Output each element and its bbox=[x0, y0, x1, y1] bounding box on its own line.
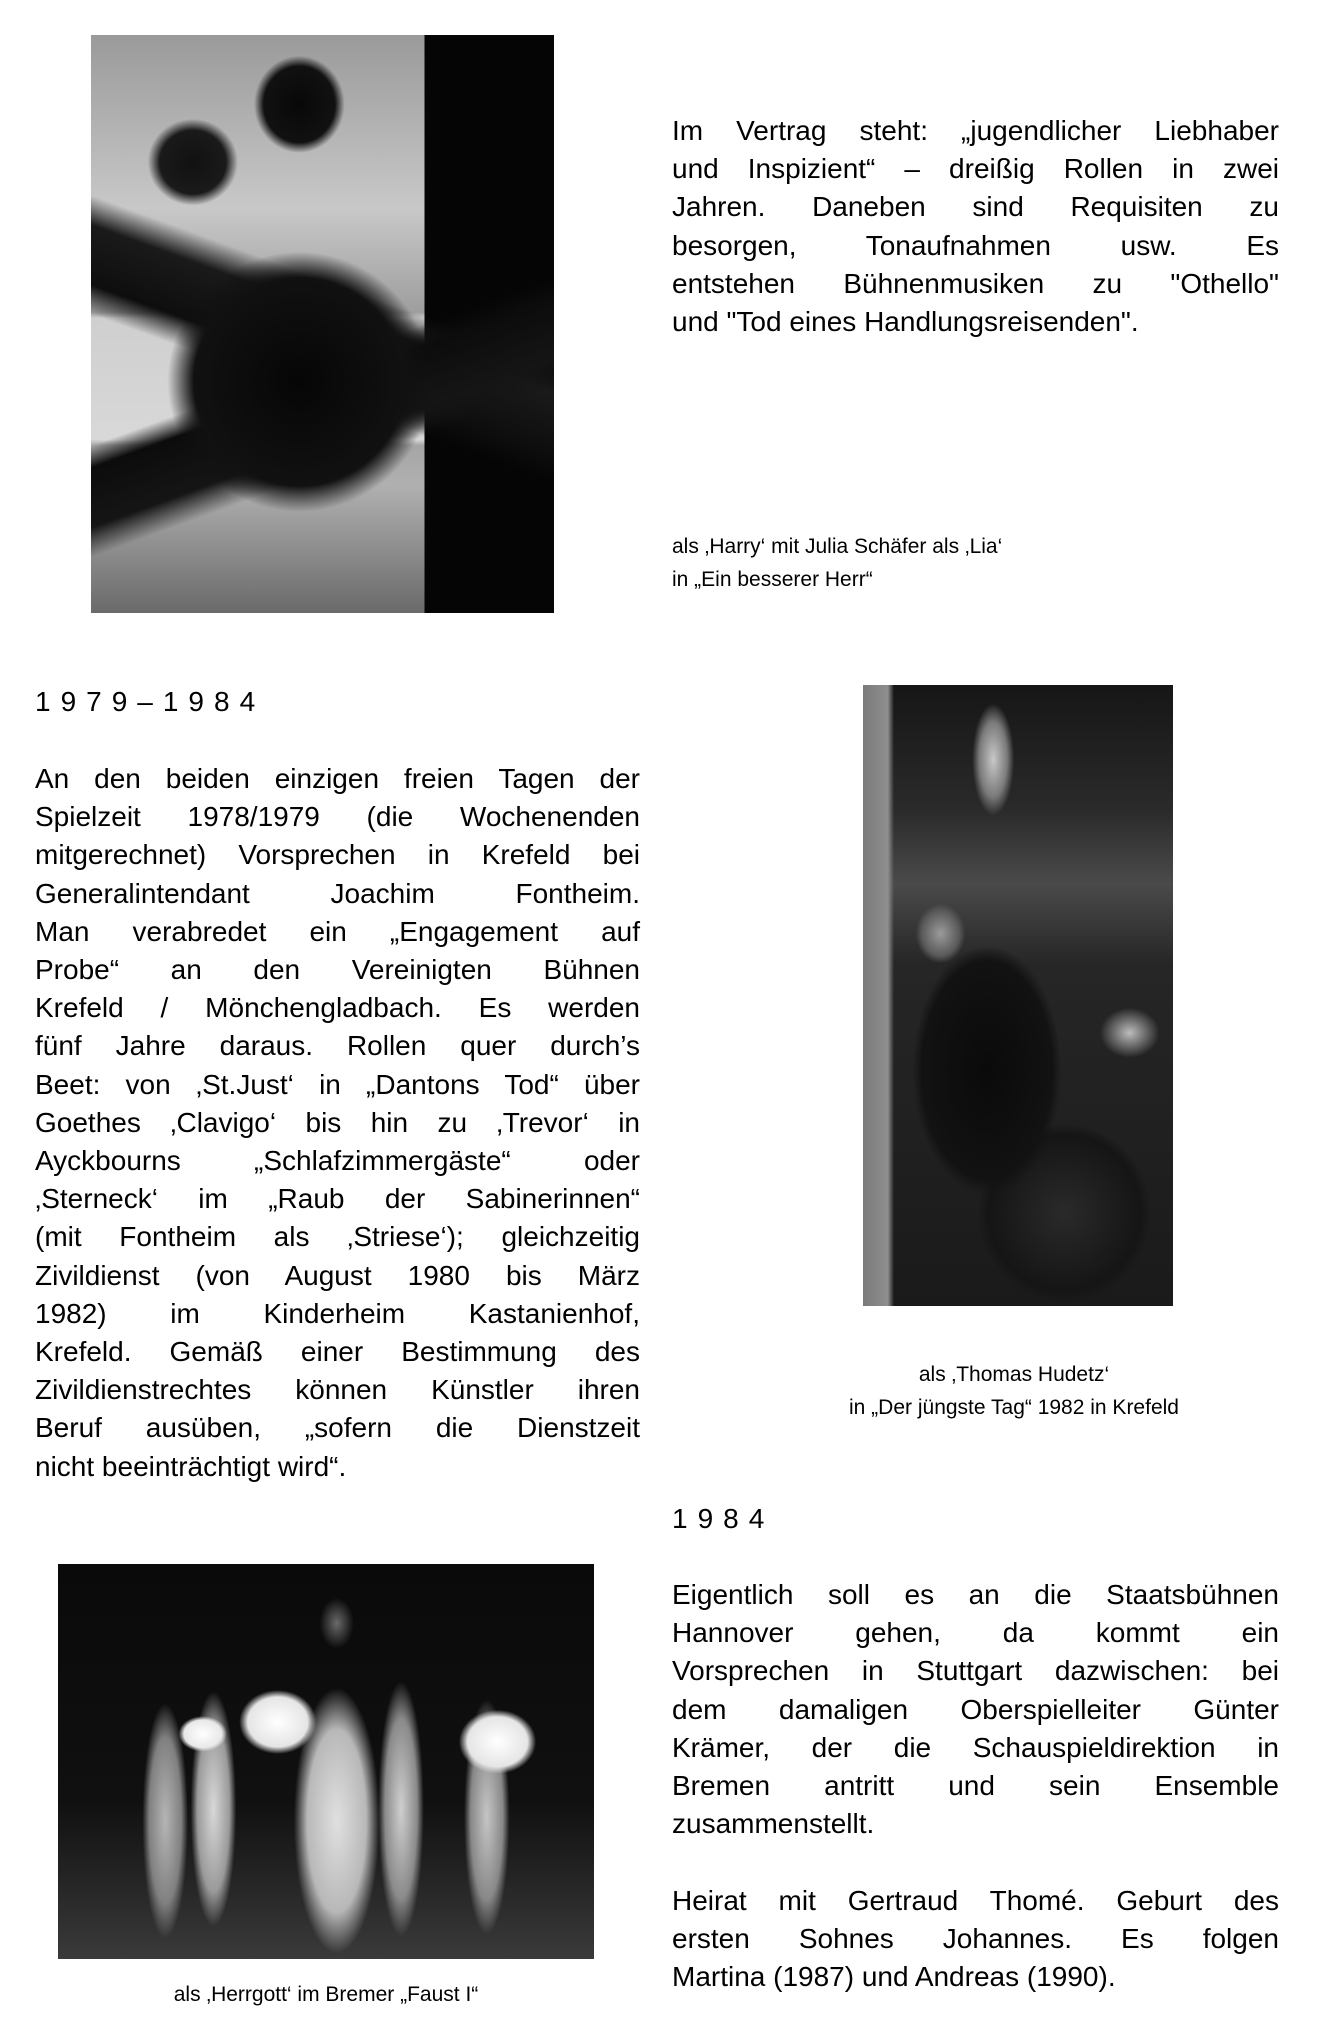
text-line: und "Tod eines Handlungsreisenden". bbox=[672, 306, 1139, 338]
caption-line: in „Ein besserer Herr“ bbox=[672, 568, 873, 591]
text-line: Zivildienst (von August 1980 bis März bbox=[35, 1259, 640, 1291]
caption-line: in „Der jüngste Tag“ 1982 in Krefeld bbox=[849, 1396, 1179, 1419]
text-line: fünf Jahre daraus. Rollen quer durch’s bbox=[35, 1030, 640, 1062]
text-line: ersten Sohnes Johannes. Es folgen bbox=[672, 1923, 1279, 1955]
text-line: Vorsprechen in Stuttgart dazwischen: bei bbox=[672, 1655, 1279, 1687]
text-line: 1982) im Kinderheim Kastanienhof, bbox=[35, 1297, 640, 1329]
text-line: Beruf ausüben, „sofern die Dienstzeit bbox=[35, 1412, 640, 1444]
heading-1984: 1984 bbox=[672, 1503, 775, 1534]
photo-faust-herrgott bbox=[58, 1564, 594, 1959]
text-line: nicht beeinträchtigt wird“. bbox=[35, 1450, 347, 1482]
text-line: Beet: von ‚St.Just‘ in „Dantons Tod“ über bbox=[35, 1068, 640, 1100]
family-paragraph bbox=[672, 1882, 1279, 1997]
krefeld-paragraph bbox=[35, 760, 640, 1486]
caption-photo2 bbox=[760, 1358, 1268, 1424]
text-line: Generalintendant Joachim Fontheim. bbox=[35, 877, 640, 909]
text-line: Krämer, der die Schauspieldirektion in bbox=[672, 1731, 1279, 1763]
text-line: Zivildienstrechtes können Künstler ihren bbox=[35, 1374, 640, 1406]
text-line: Man verabredet ein „Engagement auf bbox=[35, 915, 640, 947]
text-line: Ayckbourns „Schlafzimmergäste“ oder bbox=[35, 1145, 640, 1177]
text-line: dem damaligen Oberspielleiter Günter bbox=[672, 1693, 1279, 1725]
text-line: (mit Fontheim als ‚Striese‘); gleichzeitig bbox=[35, 1221, 640, 1253]
bremen-paragraph bbox=[672, 1576, 1279, 1843]
text-line: Im Vertrag steht: „jugendlicher Liebhaber bbox=[672, 115, 1279, 146]
text-line: Spielzeit 1978/1979 (die Wochenenden bbox=[35, 801, 640, 833]
heading-1979-1984: 1979–1984 bbox=[35, 686, 266, 717]
photo-der-juengste-tag bbox=[863, 685, 1173, 1306]
caption-photo1 bbox=[672, 530, 1002, 596]
text-line: Bremen antritt und sein Ensemble bbox=[672, 1770, 1279, 1802]
text-line: und Inspizient“ – dreißig Rollen in zwei bbox=[672, 153, 1279, 185]
text-line: Krefeld / Mönchengladbach. Es werden bbox=[35, 992, 640, 1024]
text-line: zusammenstellt. bbox=[672, 1808, 875, 1840]
text-line: besorgen, Tonaufnahmen usw. Es bbox=[672, 229, 1279, 261]
contract-paragraph bbox=[672, 112, 1279, 341]
text-line: Hannover gehen, da kommt ein bbox=[672, 1617, 1279, 1649]
text-line: Krefeld. Gemäß einer Bestimmung des bbox=[35, 1336, 640, 1368]
caption-photo3: als ‚Herrgott‘ im Bremer „Faust I“ bbox=[173, 1983, 479, 2006]
text-line: An den beiden einzigen freien Tagen der bbox=[35, 763, 640, 794]
text-line: entstehen Bühnenmusiken zu "Othello" bbox=[672, 267, 1279, 299]
text-line: Probe“ an den Vereinigten Bühnen bbox=[35, 954, 640, 986]
caption-line: als ‚Harry‘ mit Julia Schäfer als ‚Lia‘ bbox=[672, 535, 1003, 558]
text-line: Heirat mit Gertraud Thomé. Geburt des bbox=[672, 1885, 1279, 1916]
photo-ein-besserer-herr bbox=[91, 35, 554, 613]
text-line: Jahren. Daneben sind Requisiten zu bbox=[672, 191, 1279, 223]
text-line: ‚Sterneck‘ im „Raub der Sabinerinnen“ bbox=[35, 1183, 640, 1215]
caption-line: als ‚Thomas Hudetz‘ bbox=[918, 1363, 1110, 1386]
text-line: mitgerechnet) Vorsprechen in Krefeld bei bbox=[35, 839, 640, 871]
text-line: Goethes ‚Clavigo‘ bis hin zu ‚Trevor‘ in bbox=[35, 1106, 640, 1138]
text-line: Martina (1987) und Andreas (1990). bbox=[672, 1961, 1116, 1993]
text-line: Eigentlich soll es an die Staatsbühnen bbox=[672, 1579, 1279, 1610]
